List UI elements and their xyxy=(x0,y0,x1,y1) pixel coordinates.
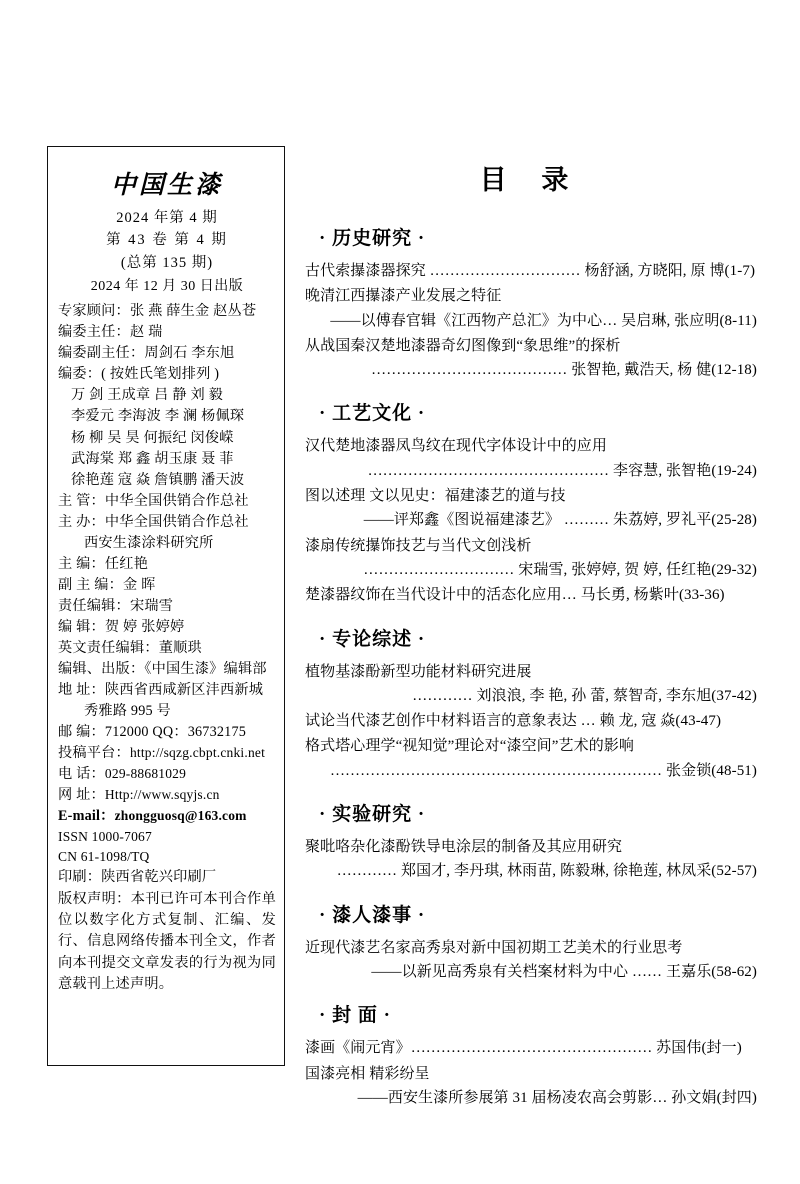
board-member-line: 杨 柳 吴 昊 何振纪 闵俊嵘 xyxy=(71,429,234,446)
supervisor-row xyxy=(58,491,276,512)
toc-entry[interactable] xyxy=(305,534,757,583)
postcode-value: 712000 QQ：36732175 xyxy=(104,723,247,740)
toc-entry[interactable] xyxy=(305,284,757,333)
phone-label: 电 话： xyxy=(58,765,105,782)
sponsor-row-2: 西安生漆涂料研究所 xyxy=(84,534,214,551)
board-members-row xyxy=(58,364,276,385)
toc-entry[interactable] xyxy=(305,583,757,607)
editor-in-chief-value: 任红艳 xyxy=(104,555,149,572)
toc-entry[interactable] xyxy=(305,936,757,985)
website-label: 网 址： xyxy=(58,786,105,803)
toc-entry-line: 试论当代漆艺创作中材料语言的意象表达 … 赖 龙, 寇 焱(43-47) xyxy=(305,713,722,730)
address-label: 地 址： xyxy=(58,681,105,698)
board-member-line: 李爱元 李海波 李 澜 杨佩琛 xyxy=(71,408,245,425)
publisher-label: 编辑、出版： xyxy=(58,660,145,677)
email-row[interactable] xyxy=(58,806,276,827)
board-member-line: 万 剑 王成章 吕 静 刘 毅 xyxy=(71,387,223,404)
toc-section-heading: · 工艺文化 · xyxy=(319,403,426,425)
toc-entry-line: 格式塔心理学“视知觉”理论对“漆空间”艺术的影响 xyxy=(305,738,635,755)
toc-entry-line: ………………………………… 张智艳, 戴浩天, 杨 健(12-18) xyxy=(371,362,757,379)
sponsor-row xyxy=(58,512,276,533)
toc-entry-line: ——西安生漆所参展第 31 届杨凌农高会剪影… 孙文娟(封四) xyxy=(357,1089,757,1106)
board-members-note: ( 按姓氏笔划排列 ) xyxy=(101,366,220,383)
toc-entry[interactable] xyxy=(305,1036,757,1060)
total-issue: (总第 135 期) xyxy=(120,254,214,271)
sponsor-value: 中华全国供销合作总社 xyxy=(104,513,249,530)
board-members-label: 编委： xyxy=(58,366,102,383)
phone-row xyxy=(58,764,276,785)
toc-entry-line: ——以傅春官辑《江西物产总汇》为中心… 吴启琳, 张应明(8-11) xyxy=(330,312,757,329)
toc-entry[interactable] xyxy=(305,835,757,884)
journal-title: 中国生漆 xyxy=(110,172,223,199)
toc-section xyxy=(305,900,757,985)
toc-section xyxy=(305,799,757,884)
printer-value: 陕西省乾兴印刷厂 xyxy=(101,868,217,885)
board-director-value: 赵 瑞 xyxy=(129,324,163,341)
advisors-value: 张 燕 薛生金 赵丛苍 xyxy=(129,303,257,320)
responsible-editor-label: 责任编辑： xyxy=(58,597,130,614)
board-deputy-value: 周剑石 李东旭 xyxy=(144,345,235,362)
submission-platform-url[interactable]: http://sqzg.cbpt.cnki.net xyxy=(129,744,266,760)
toc-entry-line: ——以新见高秀泉有关档案材料为中心 …… 王嘉乐(58-62) xyxy=(371,963,757,980)
advisors-label: 专家顾问： xyxy=(58,303,130,320)
toc-entry-line: 汉代楚地漆器凤鸟纹在现代字体设计中的应用 xyxy=(305,438,608,455)
deputy-editor-label: 副 主 编： xyxy=(58,576,124,593)
responsible-editor-row xyxy=(58,596,276,617)
toc-section xyxy=(305,398,757,607)
supervisor-value: 中华全国供销合作总社 xyxy=(104,492,249,509)
toc-entry-line: 楚漆器纹饰在当代设计中的活态化应用… 马长勇, 杨紫叶(33-36) xyxy=(305,587,725,604)
toc-entry-line: ………………………………………………………… 张金锁(48-51) xyxy=(329,762,757,779)
toc-entry-line: ………… 刘浪浪, 李 艳, 孙 蕾, 蔡智奇, 李东旭(37-42) xyxy=(412,687,757,704)
editor-in-chief-label: 主 编： xyxy=(58,555,105,572)
toc-entry-line: 聚吡咯杂化漆酚铁导电涂层的制备及其应用研究 xyxy=(305,839,623,856)
toc-title: 目 录 xyxy=(479,165,583,195)
copyright-statement xyxy=(58,889,276,995)
issue-number: 2024 年第 4 期 xyxy=(116,210,218,226)
responsible-editor-value: 宋瑞雪 xyxy=(129,597,174,614)
volume-issue: 第 43 卷 第 4 期 xyxy=(106,232,228,249)
masthead-panel xyxy=(47,146,285,1066)
phone-value: 029-88681029 xyxy=(104,765,187,781)
address-row xyxy=(58,680,276,701)
toc-entry[interactable] xyxy=(305,709,757,733)
copyright-label: 版权声明： xyxy=(58,890,131,907)
website-row[interactable] xyxy=(58,785,276,806)
toc-entry-line: ——评郑鑫《图说福建漆艺》 ……… 朱荔婷, 罗礼平(25-28) xyxy=(363,512,757,529)
toc-entry-line: 植物基漆酚新型功能材料研究进展 xyxy=(305,663,532,680)
address-row-2: 秀雅路 995 号 xyxy=(84,702,171,719)
postcode-row xyxy=(58,722,276,743)
table-of-contents xyxy=(305,150,757,1112)
deputy-editor-row xyxy=(58,575,276,596)
toc-section-heading: · 漆人漆事 · xyxy=(319,904,426,926)
toc-entry-line: ………… 郑国才, 李丹琪, 林雨苗, 陈毅琳, 徐艳莲, 林凤采(52-57) xyxy=(336,863,757,880)
toc-entry-line: 漆画《闹元宵》………………………………………… 苏国伟(封一) xyxy=(305,1040,742,1057)
postcode-label: 邮 编： xyxy=(58,723,105,740)
website-url[interactable]: Http://www.sqyjs.cn xyxy=(104,786,220,802)
board-member-line: 徐艳莲 寇 焱 詹镇鹏 潘天波 xyxy=(71,471,245,488)
toc-entry-line: 漆扇传统㩧饰技艺与当代文创浅析 xyxy=(305,537,532,554)
english-editor-value: 董顺珙 xyxy=(158,639,202,656)
deputy-editor-value: 金 晖 xyxy=(123,576,156,593)
toc-entry[interactable] xyxy=(305,434,757,483)
toc-section xyxy=(305,223,757,382)
supervisor-label: 主 管： xyxy=(58,492,105,509)
toc-entry[interactable] xyxy=(305,484,757,533)
board-deputy-row xyxy=(58,343,276,364)
toc-entry-line: 从战国秦汉楚地漆器奇幻图像到“象思维”的探析 xyxy=(305,337,621,354)
submission-platform-label: 投稿平台： xyxy=(58,744,130,761)
board-director-row xyxy=(58,322,276,343)
toc-entry-line: 近现代漆艺名家高秀泉对新中国初期工艺美术的行业思考 xyxy=(305,939,683,956)
email-value[interactable]: zhongguosq@163.com xyxy=(114,807,247,823)
english-editor-row xyxy=(58,638,276,659)
toc-entry-line: ………………………… 宋瑞雪, 张婷婷, 贺 婷, 任红艳(29-32) xyxy=(363,561,757,578)
printer-row xyxy=(58,867,276,888)
address-value: 陕西省西咸新区沣西新城 xyxy=(104,681,264,698)
submission-platform-row[interactable] xyxy=(58,743,276,764)
editorial-info xyxy=(58,301,276,995)
editors-label: 编 辑： xyxy=(58,618,105,635)
toc-section xyxy=(305,1000,757,1110)
toc-section-heading: · 实验研究 · xyxy=(319,804,426,826)
board-deputy-label: 编委副主任： xyxy=(58,345,145,362)
toc-entry[interactable] xyxy=(305,734,757,783)
printer-label: 印刷： xyxy=(58,868,102,885)
toc-entry-line: ………………………………………… 李容慧, 张智艳(19-24) xyxy=(367,462,757,479)
toc-entry[interactable] xyxy=(305,660,757,709)
toc-entry-line: 国漆亮相 精彩纷呈 xyxy=(305,1065,430,1082)
toc-entry-line: 晚清江西㩧漆产业发展之特征 xyxy=(305,288,502,305)
toc-entry-line: 图以述理 文以见史：福建漆艺的道与技 xyxy=(305,488,566,505)
email-label: E-mail： xyxy=(58,807,115,824)
sponsor-label: 主 办： xyxy=(58,513,105,530)
toc-section-heading: · 专论综述 · xyxy=(319,628,426,650)
toc-entry[interactable] xyxy=(305,259,757,283)
cn-number-row: CN 61-1098/TQ xyxy=(58,848,150,864)
board-director-label: 编委主任： xyxy=(58,324,130,341)
issn-row: ISSN 1000-7067 xyxy=(58,828,152,844)
toc-section xyxy=(305,624,757,783)
editor-in-chief-row xyxy=(58,554,276,575)
toc-entry[interactable] xyxy=(305,1062,757,1111)
editors-row xyxy=(58,617,276,638)
publisher-value: 《中国生漆》编辑部 xyxy=(144,660,267,677)
toc-section-heading: · 封 面 · xyxy=(319,1005,391,1027)
toc-entry-line: 古代索㩧漆器探究 ………………………… 杨舒涵, 方晓阳, 原 博(1-7) xyxy=(305,263,756,279)
publication-date: 2024 年 12 月 30 日出版 xyxy=(90,279,244,295)
copyright-text: 本刊已许可本刊合作单位以数字化方式复制、汇编、发行、信息网络传播本刊全文，作者向本刊提交文章发表的行为视为同意载刊上述声明。 xyxy=(58,890,276,992)
english-editor-label: 英文责任编辑： xyxy=(58,639,159,656)
editors-value: 贺 婷 张婷婷 xyxy=(104,618,185,635)
toc-entry[interactable] xyxy=(305,334,757,383)
toc-section-heading: · 历史研究 · xyxy=(319,228,426,249)
board-member-line: 武海棠 郑 鑫 胡玉康 聂 菲 xyxy=(71,450,234,467)
advisors-row xyxy=(58,301,276,322)
publisher-row xyxy=(58,659,276,680)
